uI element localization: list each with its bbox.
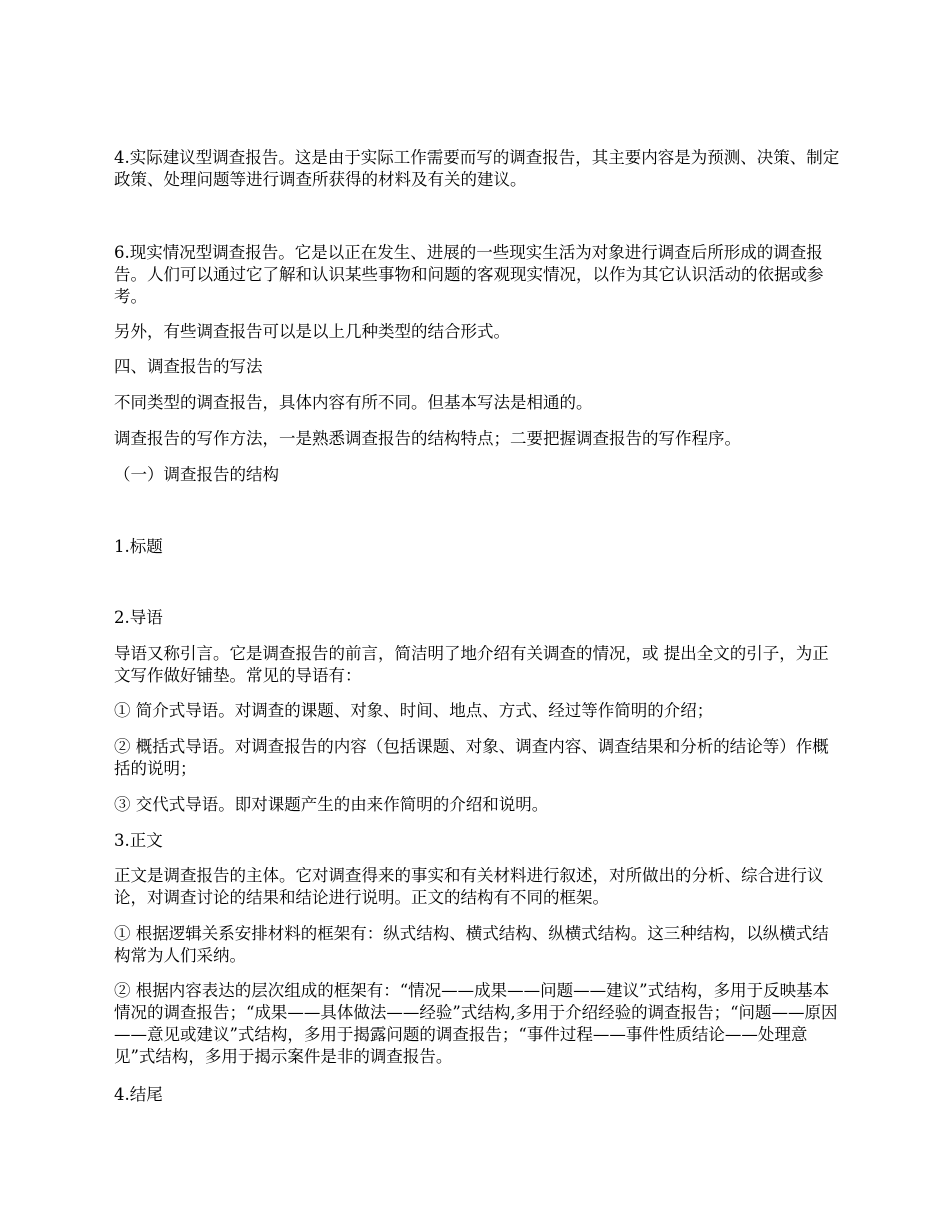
paragraph-main-body-definition: 正文是调查报告的主体。它对调查得来的事实和有关材料进行叙述，对所做出的分析、综合进行议论，对调查讨论的结果和结论进行说明。正文的结构有不同的框架。 <box>114 866 824 907</box>
heading-title: 1.标题 <box>114 537 163 556</box>
paragraph-combined-types: 另外，有些调查报告可以是以上几种类型的结合形式。 <box>114 322 510 341</box>
heading-introduction: 2.导语 <box>114 608 163 627</box>
subsection-heading-structure: （一）调查报告的结构 <box>114 465 279 484</box>
list-item-explanatory-intro: ③ 交代式导语。即对课题产生的由来作简明的介绍和说明。 <box>114 795 549 814</box>
paragraph-reality-situation-report: 6.现实情况型调查报告。它是以正在发生、进展的一些现实生活为对象进行调查后所形成的调查报告。人们可以通过它了解和认识某些事物和问题的客观现实情况，以作为其它认识活动的依据或参考。 <box>114 243 824 306</box>
list-item-content-framework: ② 根据内容表达的层次组成的框架有：“情况——成果——问题——建议”式结构，多用于反映基本情况的调查报告；“成果——具体做法——经验”式结构,多用于介绍经验的调查报告；“问题——原因——意见或建议”式结构，多用于揭露问题的调查报告；“事件过程——事件性质结论——处理意见”式结构，多用于揭示案件是非的调查报告。 <box>114 981 838 1066</box>
paragraph-different-types: 不同类型的调查报告，具体内容有所不同。但基本写法是相通的。 <box>114 393 593 412</box>
heading-ending: 4.结尾 <box>114 1085 163 1104</box>
list-item-brief-intro: ① 简介式导语。对调查的课题、对象、时间、地点、方式、经过等作简明的介绍； <box>114 701 714 720</box>
section-heading-writing-method: 四、调查报告的写法 <box>114 357 263 376</box>
paragraph-introduction-definition: 导语又称引言。它是调查报告的前言，简洁明了地介绍有关调查的情况，或 提出全文的引子，为正文写作做好铺垫。常见的导语有： <box>114 644 829 685</box>
paragraph-writing-approach: 调查报告的写作方法，一是熟悉调查报告的结构特点；二要把握调查报告的写作程序。 <box>114 429 741 448</box>
heading-main-body: 3.正文 <box>114 831 163 850</box>
paragraph-practical-advice-report: 4.实际建议型调查报告。这是由于实际工作需要而写的调查报告，其主要内容是为预测、决策、制定政策、处理问题等进行调查所获得的材料及有关的建议。 <box>114 148 840 189</box>
list-item-summary-intro: ② 概括式导语。对调查报告的内容（包括课题、对象、调查内容、调查结果和分析的结论等）作概括的说明； <box>114 737 829 778</box>
list-item-logical-framework: ① 根据逻辑关系安排材料的框架有：纵式结构、横式结构、纵横式结构。这三种结构，以纵横式结构常为人们采纳。 <box>114 924 829 965</box>
